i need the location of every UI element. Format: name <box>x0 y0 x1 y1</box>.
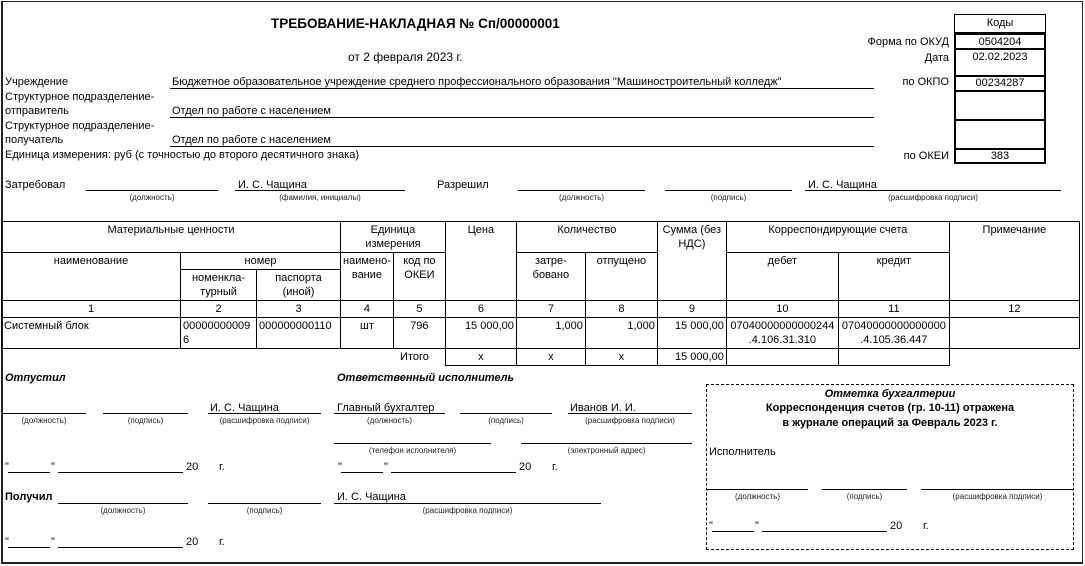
col-num-3: 3 <box>257 301 341 318</box>
row-unit: шт <box>341 318 394 349</box>
released-day-line[interactable] <box>8 472 50 473</box>
header-price: Цена <box>445 222 516 301</box>
permitted-name-line <box>805 190 1061 191</box>
released-name-line <box>208 413 321 414</box>
released-signature-line[interactable] <box>103 413 188 414</box>
row-passport: 000000000110 <box>257 318 341 349</box>
released-year-suffix: г. <box>219 461 225 473</box>
received-name: И. С. Чащина <box>337 491 406 503</box>
requested-label: Затребовал <box>5 179 66 191</box>
permitted-signature-caption: (подпись) <box>710 193 747 202</box>
row-released: 1,000 <box>585 318 657 349</box>
sender-label-1: Структурное подразделение- <box>5 91 155 103</box>
responsible-name-line <box>568 413 692 414</box>
released-name-caption: (расшифровка подписи) <box>219 416 310 425</box>
received-name-caption: (расшифровка подписи) <box>422 506 513 515</box>
header-unit: Единица измерения <box>341 222 446 253</box>
col-num-6: 6 <box>445 301 516 318</box>
date-label: Дата <box>924 52 949 64</box>
total-debit <box>726 349 838 366</box>
responsible-position-line <box>334 413 445 414</box>
okei-value: 383 <box>954 149 1046 164</box>
col-num-2: 2 <box>181 301 257 318</box>
okpo-value: 00234287 <box>954 76 1046 91</box>
responsible-position: Главный бухгалтер <box>337 402 435 414</box>
header-unit-name: наимено-вание <box>341 253 394 301</box>
col-num-5: 5 <box>393 301 445 318</box>
total-released: x <box>585 349 657 366</box>
released-name: И. С. Чащина <box>210 402 279 414</box>
received-signature-caption: (подпись) <box>246 506 283 515</box>
released-position-caption: (должность) <box>21 416 67 425</box>
table-row <box>2 318 1080 349</box>
responsible-name: Иванов И. И. <box>570 402 636 414</box>
accounting-position-caption: (должность) <box>735 492 780 501</box>
header-number: номер <box>181 253 341 270</box>
released-signature-caption: (подпись) <box>127 416 164 425</box>
col-num-9: 9 <box>657 301 726 318</box>
unit-line: Единица измерения: руб (с точностью до второго десятичного знака) <box>5 149 359 161</box>
receiver-value: Отдел по работе с населением <box>172 134 331 146</box>
responsible-signature-line[interactable] <box>460 413 552 414</box>
receiver-label-2: получатель <box>5 134 64 146</box>
materials-table <box>1 221 1080 366</box>
header-okei: код по ОКЕИ <box>393 253 445 301</box>
received-name-line <box>334 503 601 504</box>
col-num-1: 1 <box>2 301 181 318</box>
receiver-underline <box>170 146 874 147</box>
accounting-day-line[interactable] <box>712 531 754 532</box>
codes-box <box>954 14 1046 164</box>
total-label: Итого <box>400 351 429 363</box>
accounting-signature-caption: (подпись) <box>846 492 883 501</box>
row-name: Системный блок <box>2 318 181 349</box>
total-credit <box>838 349 949 366</box>
requested-position-line[interactable] <box>86 190 218 191</box>
accounting-mark-line2: в журнале операций за Февраль 2023 г. <box>782 417 998 429</box>
col-num-12: 12 <box>949 301 1079 318</box>
accounting-mark-title: Отметка бухгалтерии <box>824 388 956 400</box>
permitted-name: И. С. Чащина <box>808 179 877 191</box>
accounting-name-caption: (расшифровка подписи) <box>952 492 1043 501</box>
received-year: 20 <box>186 536 199 548</box>
header-passport: паспорта (иной) <box>257 270 341 301</box>
row-credit: 07040000000000000 .4.105.36.447 <box>838 318 949 349</box>
header-credit: кредит <box>838 253 949 301</box>
requested-position-caption: (должность) <box>129 193 175 202</box>
col-num-10: 10 <box>726 301 838 318</box>
responsible-phone-caption: (телефон исполнителя) <box>368 446 457 455</box>
header-debit: дебет <box>726 253 838 301</box>
institution-value: Бюджетное образовательное учреждение среднего профессионального образования "Машиностроительный колледж" <box>172 76 782 88</box>
total-requested: x <box>516 349 585 366</box>
responsible-email-caption: (электронный адрес) <box>567 446 646 455</box>
row-note <box>949 318 1079 349</box>
header-material: Материальные ценности <box>2 222 341 253</box>
document-title: ТРЕБОВАНИЕ-НАКЛАДНАЯ № Сп/00000001 <box>271 16 560 31</box>
okud-value: 0504204 <box>954 33 1046 49</box>
header-accounts: Корреспондирующие счета <box>726 222 949 253</box>
row-requested: 1,000 <box>516 318 585 349</box>
empty-code-1 <box>954 91 1046 120</box>
responsible-position-caption: (должность) <box>367 416 412 425</box>
accounting-month-line[interactable] <box>762 531 887 532</box>
accounting-name-line[interactable] <box>921 489 1074 490</box>
responsible-email-line[interactable] <box>521 443 692 444</box>
row-debit: 07040000000000244 .4.106.31.310 <box>726 318 838 349</box>
header-note: Примечание <box>949 222 1079 301</box>
permitted-position-line[interactable] <box>518 190 645 191</box>
institution-label: Учреждение <box>5 76 69 88</box>
responsible-signature-caption: (подпись) <box>488 416 524 425</box>
requested-name-line <box>235 190 405 191</box>
received-month-line[interactable] <box>58 547 183 548</box>
received-day-line[interactable] <box>8 547 50 548</box>
row-sum: 15 000,00 <box>657 318 726 349</box>
empty-code-2 <box>954 120 1046 149</box>
total-price: x <box>445 349 516 366</box>
col-num-8: 8 <box>585 301 657 318</box>
col-num-4: 4 <box>341 301 394 318</box>
requested-name-caption: (фамилия, инициалы) <box>279 193 361 202</box>
row-price: 15 000,00 <box>445 318 516 349</box>
accounting-signature-line[interactable] <box>822 489 907 490</box>
okud-label: Форма по ОКУД <box>867 36 949 48</box>
received-position-line[interactable] <box>58 503 188 504</box>
header-nomen: номенкла-турный <box>181 270 257 301</box>
institution-underline <box>170 88 874 89</box>
accounting-mark-line1: Корреспонденция счетов (гр. 10-11) отражена <box>765 402 1015 414</box>
permitted-label: Разрешил <box>437 179 489 191</box>
released-label: Отпустил <box>5 372 66 384</box>
total-sum: 15 000,00 <box>657 349 726 366</box>
accounting-executor-label: Исполнитель <box>709 446 776 458</box>
row-okei: 796 <box>393 318 445 349</box>
received-year-suffix: г. <box>219 536 225 548</box>
permitted-signature-line[interactable] <box>665 190 792 191</box>
released-month-line[interactable] <box>58 472 183 473</box>
received-label: Получил <box>5 491 53 503</box>
received-signature-line[interactable] <box>208 503 321 504</box>
permitted-position-caption: (должность) <box>559 193 604 202</box>
header-name: наименование <box>2 253 181 301</box>
col-num-11: 11 <box>838 301 949 318</box>
responsible-year: 20 <box>519 461 532 473</box>
header-sum: Сумма (без НДС) <box>657 222 726 301</box>
released-date-quote-open: " <box>5 461 9 473</box>
sender-label-2: отправитель <box>5 105 69 117</box>
col-num-7: 7 <box>516 301 585 318</box>
accounting-position-line[interactable] <box>707 489 808 490</box>
released-position-line[interactable] <box>2 413 86 414</box>
responsible-month-line[interactable] <box>391 472 516 473</box>
codes-header: Коды <box>954 14 1046 33</box>
responsible-phone-line[interactable] <box>334 443 491 444</box>
sender-value: Отдел по работе с населением <box>172 105 331 117</box>
received-position-caption: (должность) <box>100 506 146 515</box>
document-date: от 2 февраля 2023 г. <box>348 50 463 64</box>
header-qty: Количество <box>516 222 657 253</box>
responsible-label: Ответственный исполнитель <box>337 372 515 384</box>
permitted-name-caption: (расшифровка подписи) <box>888 193 978 202</box>
total-row <box>2 349 1080 366</box>
okpo-label: по ОКПО <box>902 76 949 88</box>
row-nomen: 00000000009 6 <box>181 318 257 349</box>
okei-label: по ОКЕИ <box>903 150 949 162</box>
responsible-year-suffix: г. <box>552 461 558 473</box>
responsible-day-line[interactable] <box>341 472 383 473</box>
accounting-year: 20 <box>890 520 903 532</box>
receiver-label-1: Структурное подразделение- <box>5 120 155 132</box>
header-released: отпущено <box>585 253 657 301</box>
accounting-year-suffix: г. <box>923 520 929 532</box>
requested-name: И. С. Чащина <box>238 179 307 191</box>
released-date-quote-close: " <box>51 461 55 473</box>
date-value: 02.02.2023 <box>954 49 1046 76</box>
responsible-name-caption: (расшифровка подписи) <box>585 416 675 425</box>
sender-underline <box>170 117 874 118</box>
released-year: 20 <box>186 461 199 473</box>
header-requested: затре-бовано <box>516 253 585 301</box>
